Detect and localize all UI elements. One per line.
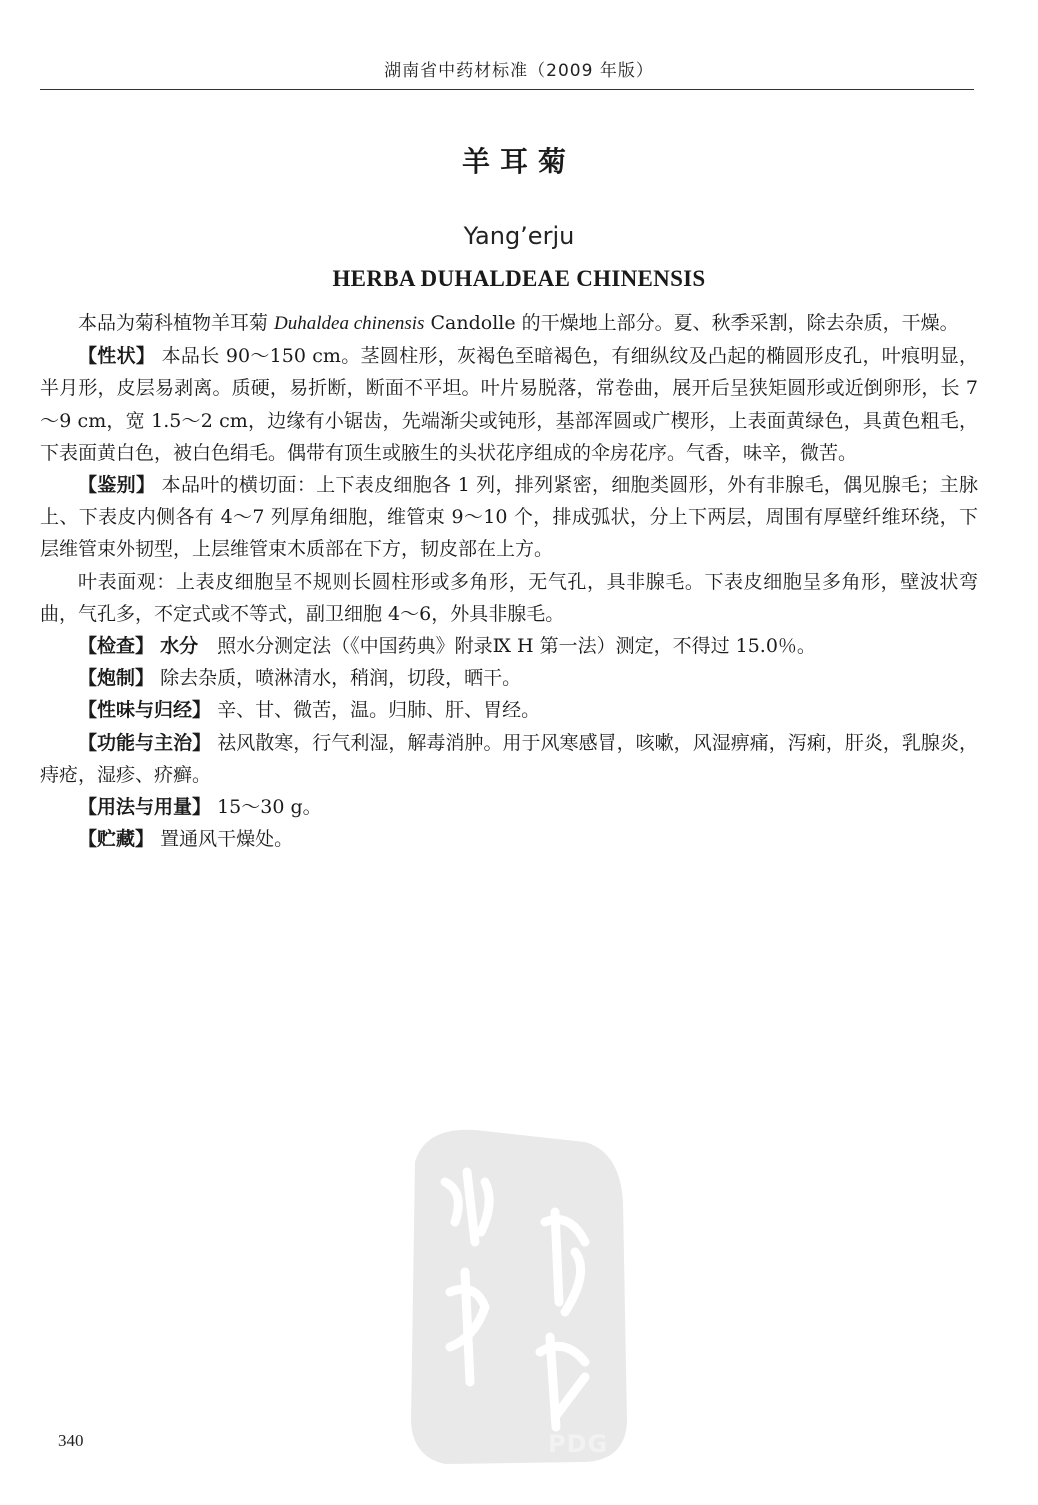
watermark-letters: PDG bbox=[548, 1430, 609, 1458]
monograph-body bbox=[40, 307, 978, 855]
intro-text-after: Candolle 的干燥地上部分。夏、秋季采割，除去杂质，干燥。 bbox=[424, 312, 959, 334]
section-jianbie bbox=[40, 469, 978, 566]
running-header: 湖南省中药材标准（2009 年版） bbox=[384, 61, 654, 81]
species-name: Duhaldea chinensis bbox=[274, 313, 425, 334]
section-text: 15～30 g。 bbox=[217, 796, 322, 819]
section-label: 【功能与主治】 bbox=[78, 731, 212, 754]
section-label: 【用法与用量】 bbox=[78, 796, 212, 819]
section-label: 【鉴别】 bbox=[78, 474, 156, 497]
entry-title: 羊耳菊 bbox=[461, 145, 576, 178]
entry-pinyin: Yang’erju bbox=[463, 222, 575, 250]
section-gongneng bbox=[40, 727, 978, 791]
section-text: 叶表面观：上表皮细胞呈不规则长圆柱形或多角形，无气孔，具非腺毛。下表皮细胞呈多角形，壁波状弯曲，气孔多，不定式或不等式，副卫细胞 4～6，外具非腺毛。 bbox=[40, 570, 978, 625]
page-number: 340 bbox=[58, 1431, 84, 1450]
intro-paragraph bbox=[40, 307, 978, 340]
section-xingwei bbox=[40, 694, 978, 726]
entry-latin-name: HERBA DUHALDEAE CHINENSIS bbox=[332, 266, 706, 291]
section-label: 【性味与归经】 bbox=[78, 699, 212, 722]
seal-watermark bbox=[405, 1122, 630, 1467]
section-paozhi bbox=[40, 662, 978, 694]
section-sub-label: 水分 bbox=[160, 635, 199, 658]
section-text: 置通风干燥处。 bbox=[160, 828, 294, 851]
section-zhucang bbox=[40, 823, 978, 855]
section-label: 【贮藏】 bbox=[78, 828, 155, 851]
section-xingzhuang bbox=[40, 340, 978, 469]
section-label: 【检查】 bbox=[78, 635, 155, 658]
section-text: 祛风散寒，行气利湿，解毒消肿。用于风寒感冒，咳嗽，风湿痹痛，泻痢，肝炎，乳腺炎，痔疮，湿疹、疥癣。 bbox=[40, 731, 978, 786]
section-jiancha bbox=[40, 630, 978, 662]
section-text: 辛、甘、微苦，温。归肺、肝、胃经。 bbox=[217, 699, 541, 722]
section-label: 【炮制】 bbox=[78, 667, 155, 690]
section-yongfa bbox=[40, 791, 978, 823]
intro-text-before: 本品为菊科植物羊耳菊 bbox=[78, 312, 275, 334]
section-text: 本品长 90～150 cm。茎圆柱形，灰褐色至暗褐色，有细纵纹及凸起的椭圆形皮孔，叶痕明显，半月形，皮层易剥离。质硬，易折断，断面不平坦。叶片易脱落，常卷曲，展开后呈狭矩圆形或近倒卵形，长 7～9 cm，宽 1.5～2 cm，边缘有小锯齿，先端渐尖或钝形，基部浑圆或广楔形，上表面黄绿色，具黄色粗毛，下表面黄白色，被白色绢毛。偶带有顶生或腋生的头状花序组成的伞房花序。气香，味辛，微苦。 bbox=[40, 345, 978, 464]
section-text: 除去杂质，喷淋清水，稍润，切段，晒干。 bbox=[160, 667, 522, 690]
header-rule bbox=[40, 89, 974, 90]
section-jianbie-surface bbox=[40, 566, 978, 630]
section-text: 本品叶的横切面：上下表皮细胞各 1 列，排列紧密，细胞类圆形，外有非腺毛，偶见腺毛；主脉上、下表皮内侧各有 4～7 列厚角细胞，维管束 9～10 个，排成弧状，分上下两层，周围有厚壁纤维环绕，下层维管束外韧型，上层维管束木质部在下方，韧皮部在上方。 bbox=[40, 474, 978, 561]
section-text: 照水分测定法（《中国药典》附录Ⅸ H 第一法）测定，不得过 15.0％。 bbox=[217, 635, 816, 658]
section-label: 【性状】 bbox=[78, 345, 156, 368]
